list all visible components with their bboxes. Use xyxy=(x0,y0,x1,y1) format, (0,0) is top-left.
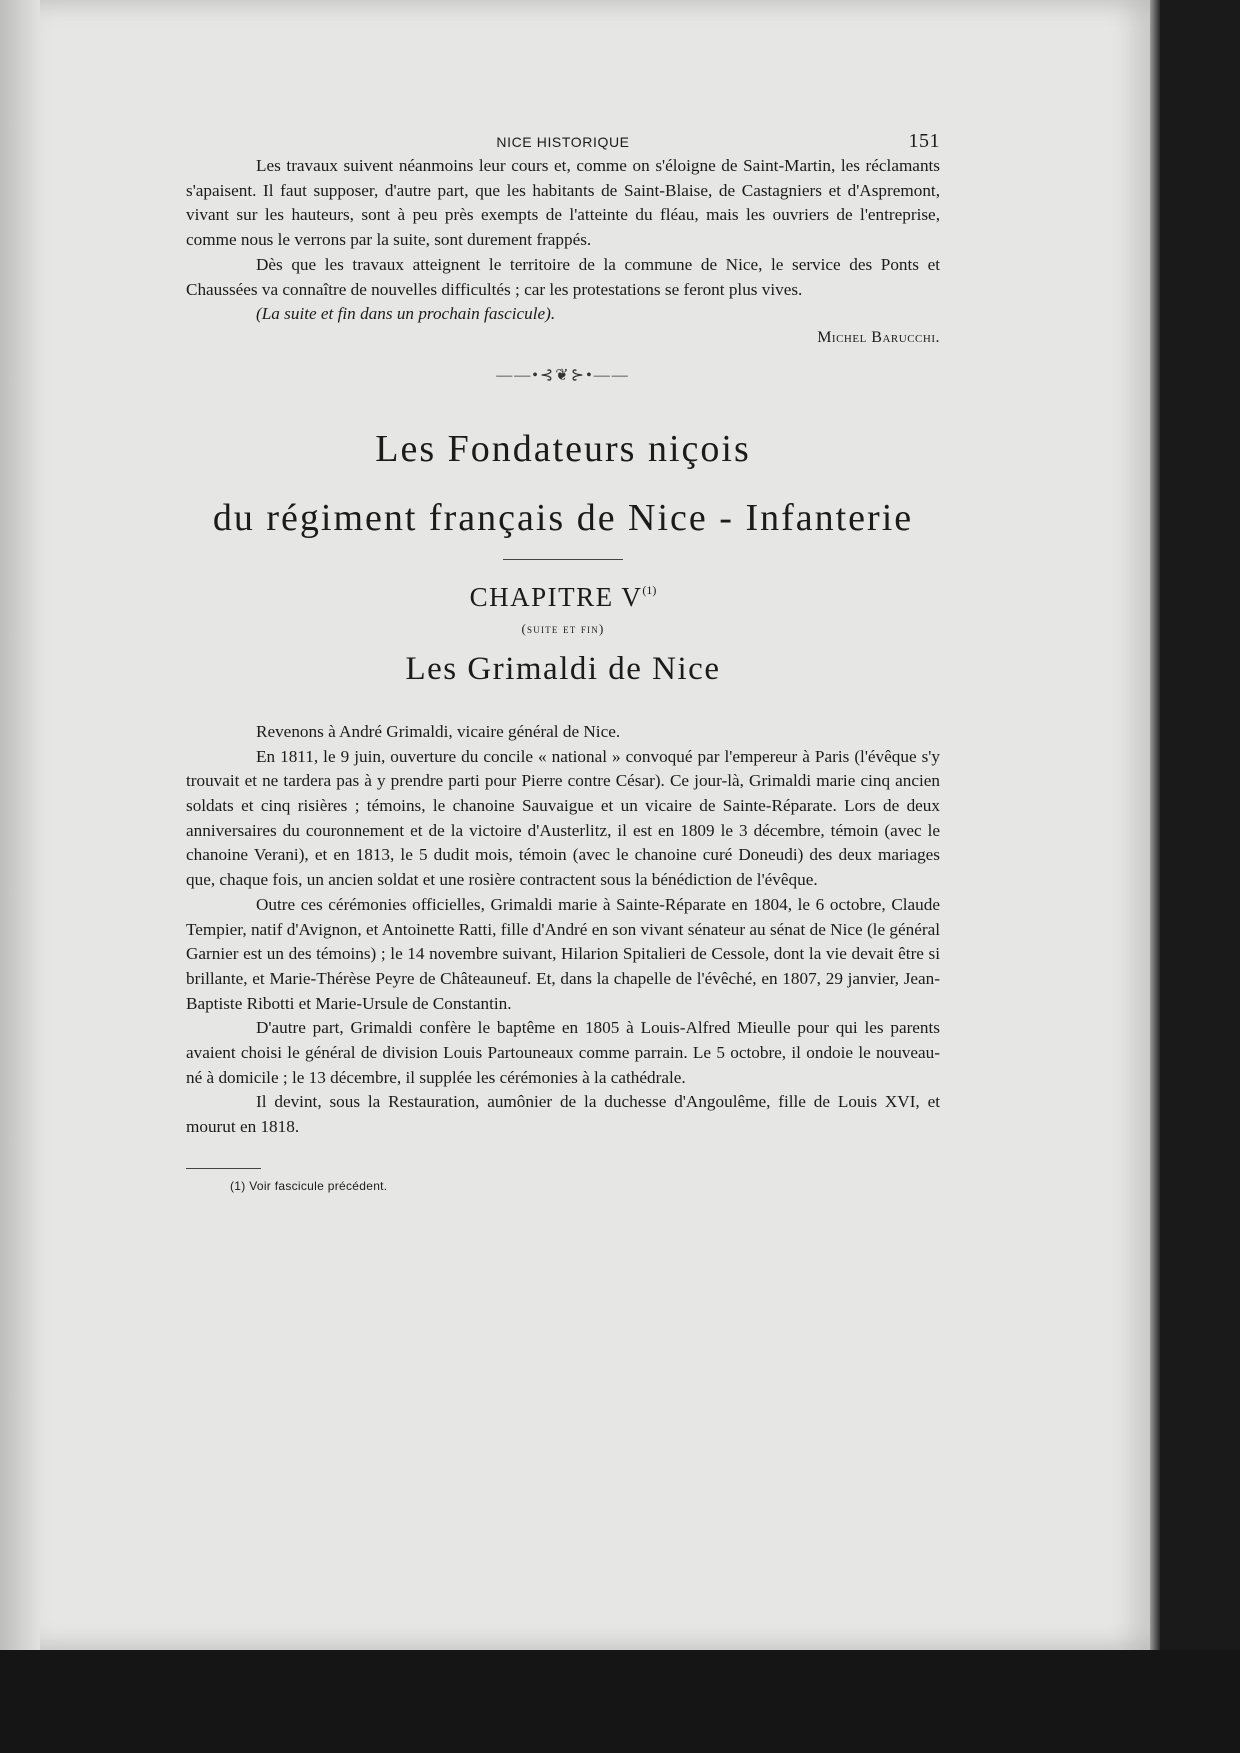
body-paragraph: D'autre part, Grimaldi confère le baptême en 1805 à Louis-Alfred Mieulle pour qui les parents avaient choisi le général de division Louis Partouneaux comme parrain. Le 5 octobre, il ondoie le nouveau-né à domicile ; le 13 décembre, il supplée les cérémonies à la cathédrale. xyxy=(186,1018,940,1087)
footnote-rule xyxy=(186,1168,261,1169)
journal-name: NICE HISTORIQUE xyxy=(496,134,630,150)
scan-background xyxy=(0,1650,1240,1753)
page-number: 151 xyxy=(908,130,940,152)
title-divider xyxy=(503,559,623,560)
continuation-note xyxy=(186,302,940,327)
page-edge-shadow xyxy=(1150,0,1160,1650)
section-title: Les Grimaldi de Nice xyxy=(405,650,721,687)
body-paragraph: En 1811, le 9 juin, ouverture du concile « national » convoqué par l'empereur à Paris (l'évêque s'y trouvait et ne tardera pas à y prendre parti pour Pierre contre César). Ce jour-là, Grimaldi marie cinq ancien soldats et cinq risières ; témoins, le chanoine Sauvaigue et un vicaire de Sainte-Réparate. Lors de deux anniversaires du couronnement et de la victoire d'Austerlitz, il est en 1809 le 3 décembre, témoin (avec le chanoine Verani), et en 1813, le 5 dudit mois, témoin (avec le chanoine curé Doneudi) des deux mariages que, chaque fois, un ancien soldat et une rosière contractent sous la bénédiction de l'évêque. xyxy=(186,746,940,890)
footnote: (1) Voir fascicule précédent. xyxy=(230,1178,388,1193)
article-title-line-1: Les Fondateurs niçois xyxy=(375,427,751,470)
chapter-subheading: (suite et fin) xyxy=(521,620,605,636)
body-paragraph: Outre ces cérémonies officielles, Grimaldi marie à Sainte-Réparate en 1804, le 6 octobre, Claude Tempier, natif d'Avignon, et Antoinette Ratti, fille d'André en son vivant sénateur au sénat de Nice (le général Garnier est un des témoins) ; le 14 novembre suivant, Hilarion Spitalieri de Cessole, dont la vie devait être si brillante, et Marie-Thérèse Peyre de Châteauneuf. Et, dans la chapelle de l'évêché, en 1807, 29 janvier, Jean-Baptiste Ribotti et Marie-Ursule de Constantin. xyxy=(186,894,940,1013)
page-content xyxy=(186,128,940,1193)
chapter-heading xyxy=(186,582,940,613)
author-signature: Michel Barucchi. xyxy=(817,328,940,346)
body-paragraph: Il devint, sous la Restauration, aumônier de la duchesse d'Angoulême, fille de Louis XVI, et mourut en 1818. xyxy=(186,1092,940,1137)
chapter-footnote-mark: (1) xyxy=(642,582,657,597)
page-spine-shadow xyxy=(0,0,40,1650)
intro-paragraph: Les travaux suivent néanmoins leur cours et, comme on s'éloigne de Saint-Martin, les réclamants s'apaisent. Il faut supposer, d'autre part, que les habitants de Saint-Blaise, de Castagniers et d'Aspremont, vivant sur les hauteurs, sont à peu près exempts de l'atteinte du fléau, mais les ouvriers de l'entreprise, comme nous le verrons par la suite, sont durement frappés. xyxy=(186,156,940,250)
chapter-label: CHAPITRE V xyxy=(469,581,643,612)
body-paragraph: Revenons à André Grimaldi, vicaire général de Nice. xyxy=(256,721,621,741)
continuation-note-text: (La suite et fin dans un prochain fascicule). xyxy=(256,304,556,324)
running-head xyxy=(186,128,940,154)
article-title-line-2: du régiment français de Nice - Infanterie xyxy=(212,496,914,539)
intro-paragraph: Dès que les travaux atteignent le territoire de la commune de Nice, le service des Ponts et Chaussées va connaître de nouvelles difficultés ; car les protestations se feront plus vives. xyxy=(186,254,940,299)
section-ornament: ——•⊰❦⊱•—— xyxy=(496,366,630,384)
